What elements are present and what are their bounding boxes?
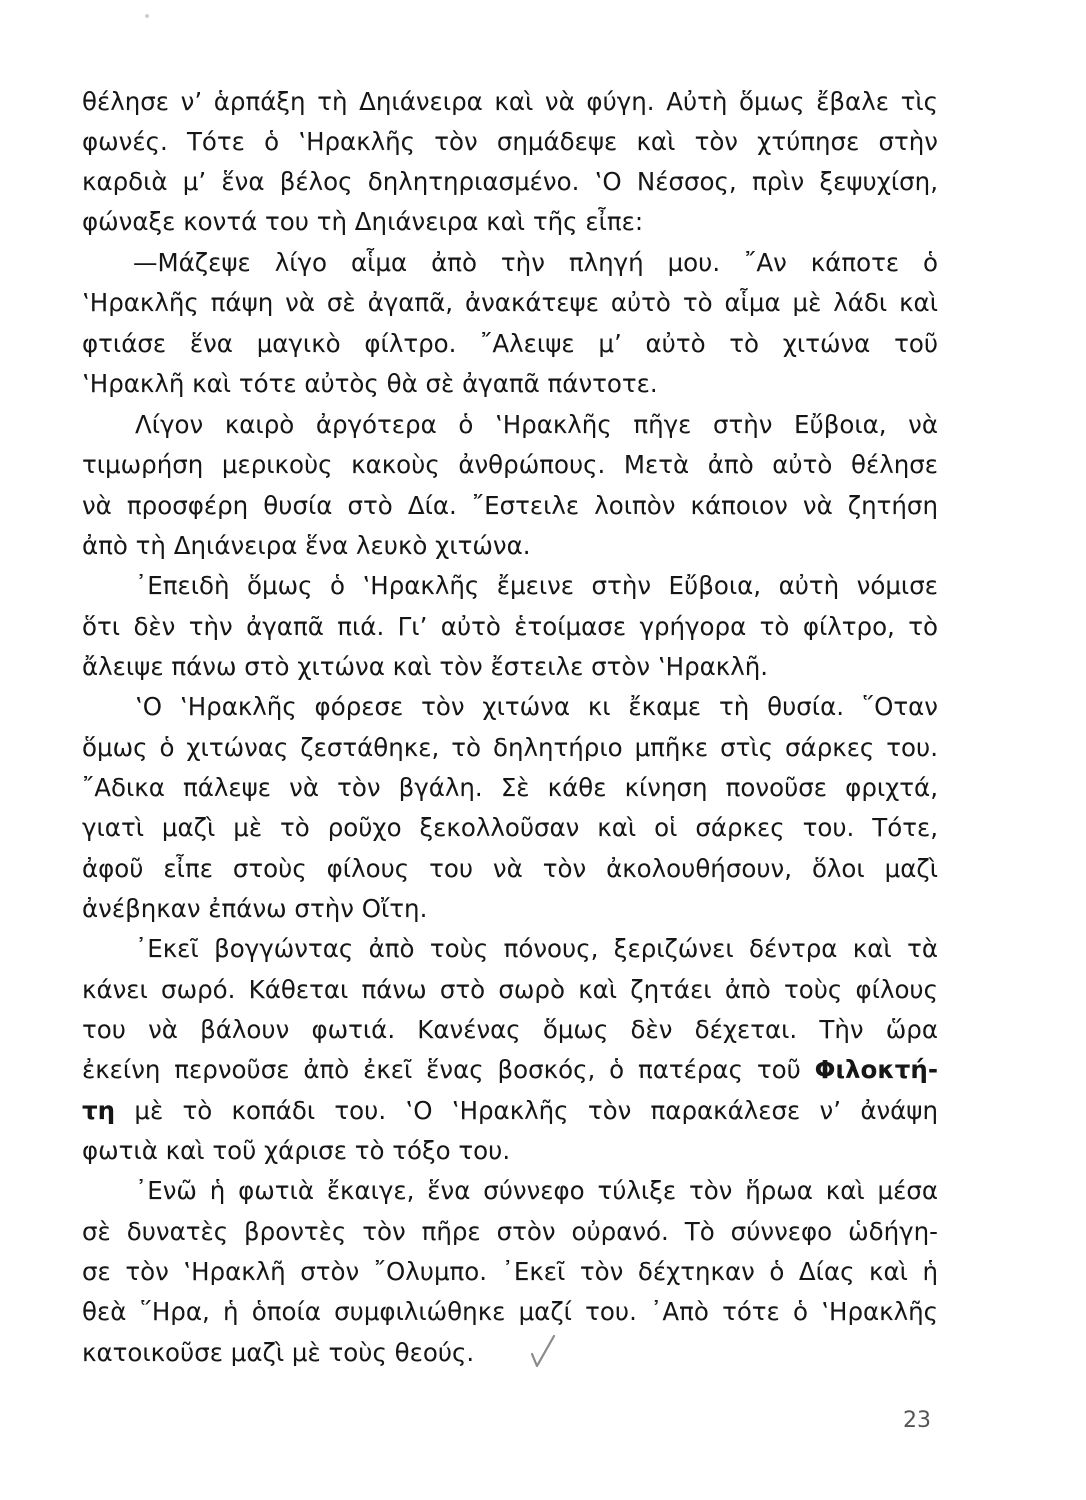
text-line-part: ἐκείνη περνοῦσε ἀπὸ ἐκεῖ ἕνας βοσκός, ὁ πατέρας τοῦ <box>82 1055 815 1084</box>
text-line: καρδιὰ μ’ ἕνα βέλος δηλητηριασμένο. ‛Ο Νέσσος, πρὶν ξεψυχίση, <box>82 167 938 196</box>
text-line: φτιάσε ἕνα μαγικὸ φίλτρο. ῎Αλειψε μ’ αὐτὸ τὸ χιτώνα τοῦ <box>82 329 938 358</box>
paper-speck <box>145 14 149 18</box>
text-line: ‛Ηρακλῆς πάψη νὰ σὲ ἀγαπᾶ, ἀνακάτεψε αὐτὸ τὸ αἷμα μὲ λάδι καὶ <box>82 288 938 317</box>
bold-name: Φιλοκτή- <box>814 1055 938 1084</box>
text-line: θέλησε ν’ ἁρπάξη τὴ Δηιάνειρα καὶ νὰ φύγη. Αὐτὴ ὅμως ἔβαλε τὶς <box>82 87 938 116</box>
text-line: νὰ προσφέρη θυσία στὸ Δία. ῎Εστειλε λοιπὸν κάποιον νὰ ζητήση <box>82 491 938 520</box>
check-mark-icon <box>530 1334 556 1368</box>
text-line: ἀφοῦ εἶπε στοὺς φίλους του νὰ τὸν ἀκολουθήσουν, ὅλοι μαζὶ <box>82 854 938 883</box>
page-number: 23 <box>903 1408 931 1433</box>
text-line: —Μάζεψε λίγο αἷμα ἀπὸ τὴν πληγή μου. ῎Αν κάποτε ὁ <box>133 248 938 277</box>
text-line: θεὰ ῞Ηρα, ἡ ὁποία συμφιλιώθηκε μαζί του. ᾿Απὸ τότε ὁ ‛Ηρακλῆς <box>82 1297 938 1326</box>
text-line: φώναξε κοντά του τὴ Δηιάνειρα καὶ τῆς εἶπε: <box>82 207 644 236</box>
text-line: ἀπὸ τὴ Δηιάνειρα ἕνα λευκὸ χιτώνα. <box>82 531 531 560</box>
text-line: ὅτι δὲν τὴν ἀγαπᾶ πιά. Γι’ αὐτὸ ἑτοίμασε γρήγορα τὸ φίλτρο, τὸ <box>82 612 938 641</box>
text-line: ᾿Ενῶ ἡ φωτιὰ ἔκαιγε, ἕνα σύννεφο τύλιξε τὸν ἥρωα καὶ μέσα <box>135 1176 938 1205</box>
text-line: ᾿Εκεῖ βογγώντας ἀπὸ τοὺς πόνους, ξεριζώνει δέντρα καὶ τὰ <box>135 934 938 963</box>
text-line: του νὰ βάλουν φωτιά. Κανένας ὅμως δὲν δέχεται. Τὴν ὥρα <box>82 1015 938 1044</box>
text-line: ἀνέβηκαν ἐπάνω στὴν Οἴτη. <box>82 894 428 923</box>
text-line: γιατὶ μαζὶ μὲ τὸ ροῦχο ξεκολλοῦσαν καὶ οἱ σάρκες του. Τότε, <box>82 813 938 842</box>
text-line: τιμωρήση μερικοὺς κακοὺς ἀνθρώπους. Μετὰ ἀπὸ αὐτὸ θέλησε <box>82 450 938 479</box>
text-line-part: μὲ τὸ κοπάδι του. ‛Ο ‛Ηρακλῆς τὸν παρακάλεσε ν’ ἀνάψη <box>115 1096 938 1125</box>
text-line: ῎Αδικα πάλεψε νὰ τὸν βγάλη. Σὲ κάθε κίνηση πονοῦσε φριχτά, <box>82 773 938 802</box>
text-line: ‛Ο ‛Ηρακλῆς φόρεσε τὸν χιτώνα κι ἔκαμε τὴ θυσία. ῞Οταν <box>135 692 938 721</box>
text-line <box>82 1055 938 1085</box>
text-line: ὅμως ὁ χιτώνας ζεστάθηκε, τὸ δηλητήριο μπῆκε στὶς σάρκες του. <box>82 733 938 762</box>
text-line: Λίγον καιρὸ ἀργότερα ὁ ‛Ηρακλῆς πῆγε στὴν Εὔβοια, νὰ <box>135 410 938 439</box>
text-line: σὲ δυνατὲς βροντὲς τὸν πῆρε στὸν οὐρανό. Τὸ σύννεφο ὡδήγη- <box>82 1217 938 1246</box>
text-line: φωνές. Τότε ὁ ‛Ηρακλῆς τὸν σημάδεψε καὶ τὸν χτύπησε στὴν <box>82 127 938 156</box>
bold-name: τη <box>82 1096 116 1125</box>
text-line: ‛Ηρακλῆ καὶ τότε αὐτὸς θὰ σὲ ἀγαπᾶ πάντοτε. <box>82 369 658 398</box>
text-line: φωτιὰ καὶ τοῦ χάρισε τὸ τόξο του. <box>82 1136 511 1165</box>
text-line: κάνει σωρό. Κάθεται πάνω στὸ σωρὸ καὶ ζητάει ἀπὸ τοὺς φίλους <box>82 975 938 1004</box>
text-line: ἄλειψε πάνω στὸ χιτώνα καὶ τὸν ἔστειλε στὸν ‛Ηρακλῆ. <box>82 652 769 681</box>
text-line <box>82 1096 938 1126</box>
text-line: κατοικοῦσε μαζὶ μὲ τοὺς θεούς. <box>82 1338 475 1367</box>
text-line: σε τὸν ‛Ηρακλῆ στὸν ῎Ολυμπο. ᾿Εκεῖ τὸν δέχτηκαν ὁ Δίας καὶ ἡ <box>82 1257 938 1286</box>
text-line: ᾿Επειδὴ ὅμως ὁ ‛Ηρακλῆς ἔμεινε στὴν Εὔβοια, αὐτὴ νόμισε <box>135 571 938 600</box>
